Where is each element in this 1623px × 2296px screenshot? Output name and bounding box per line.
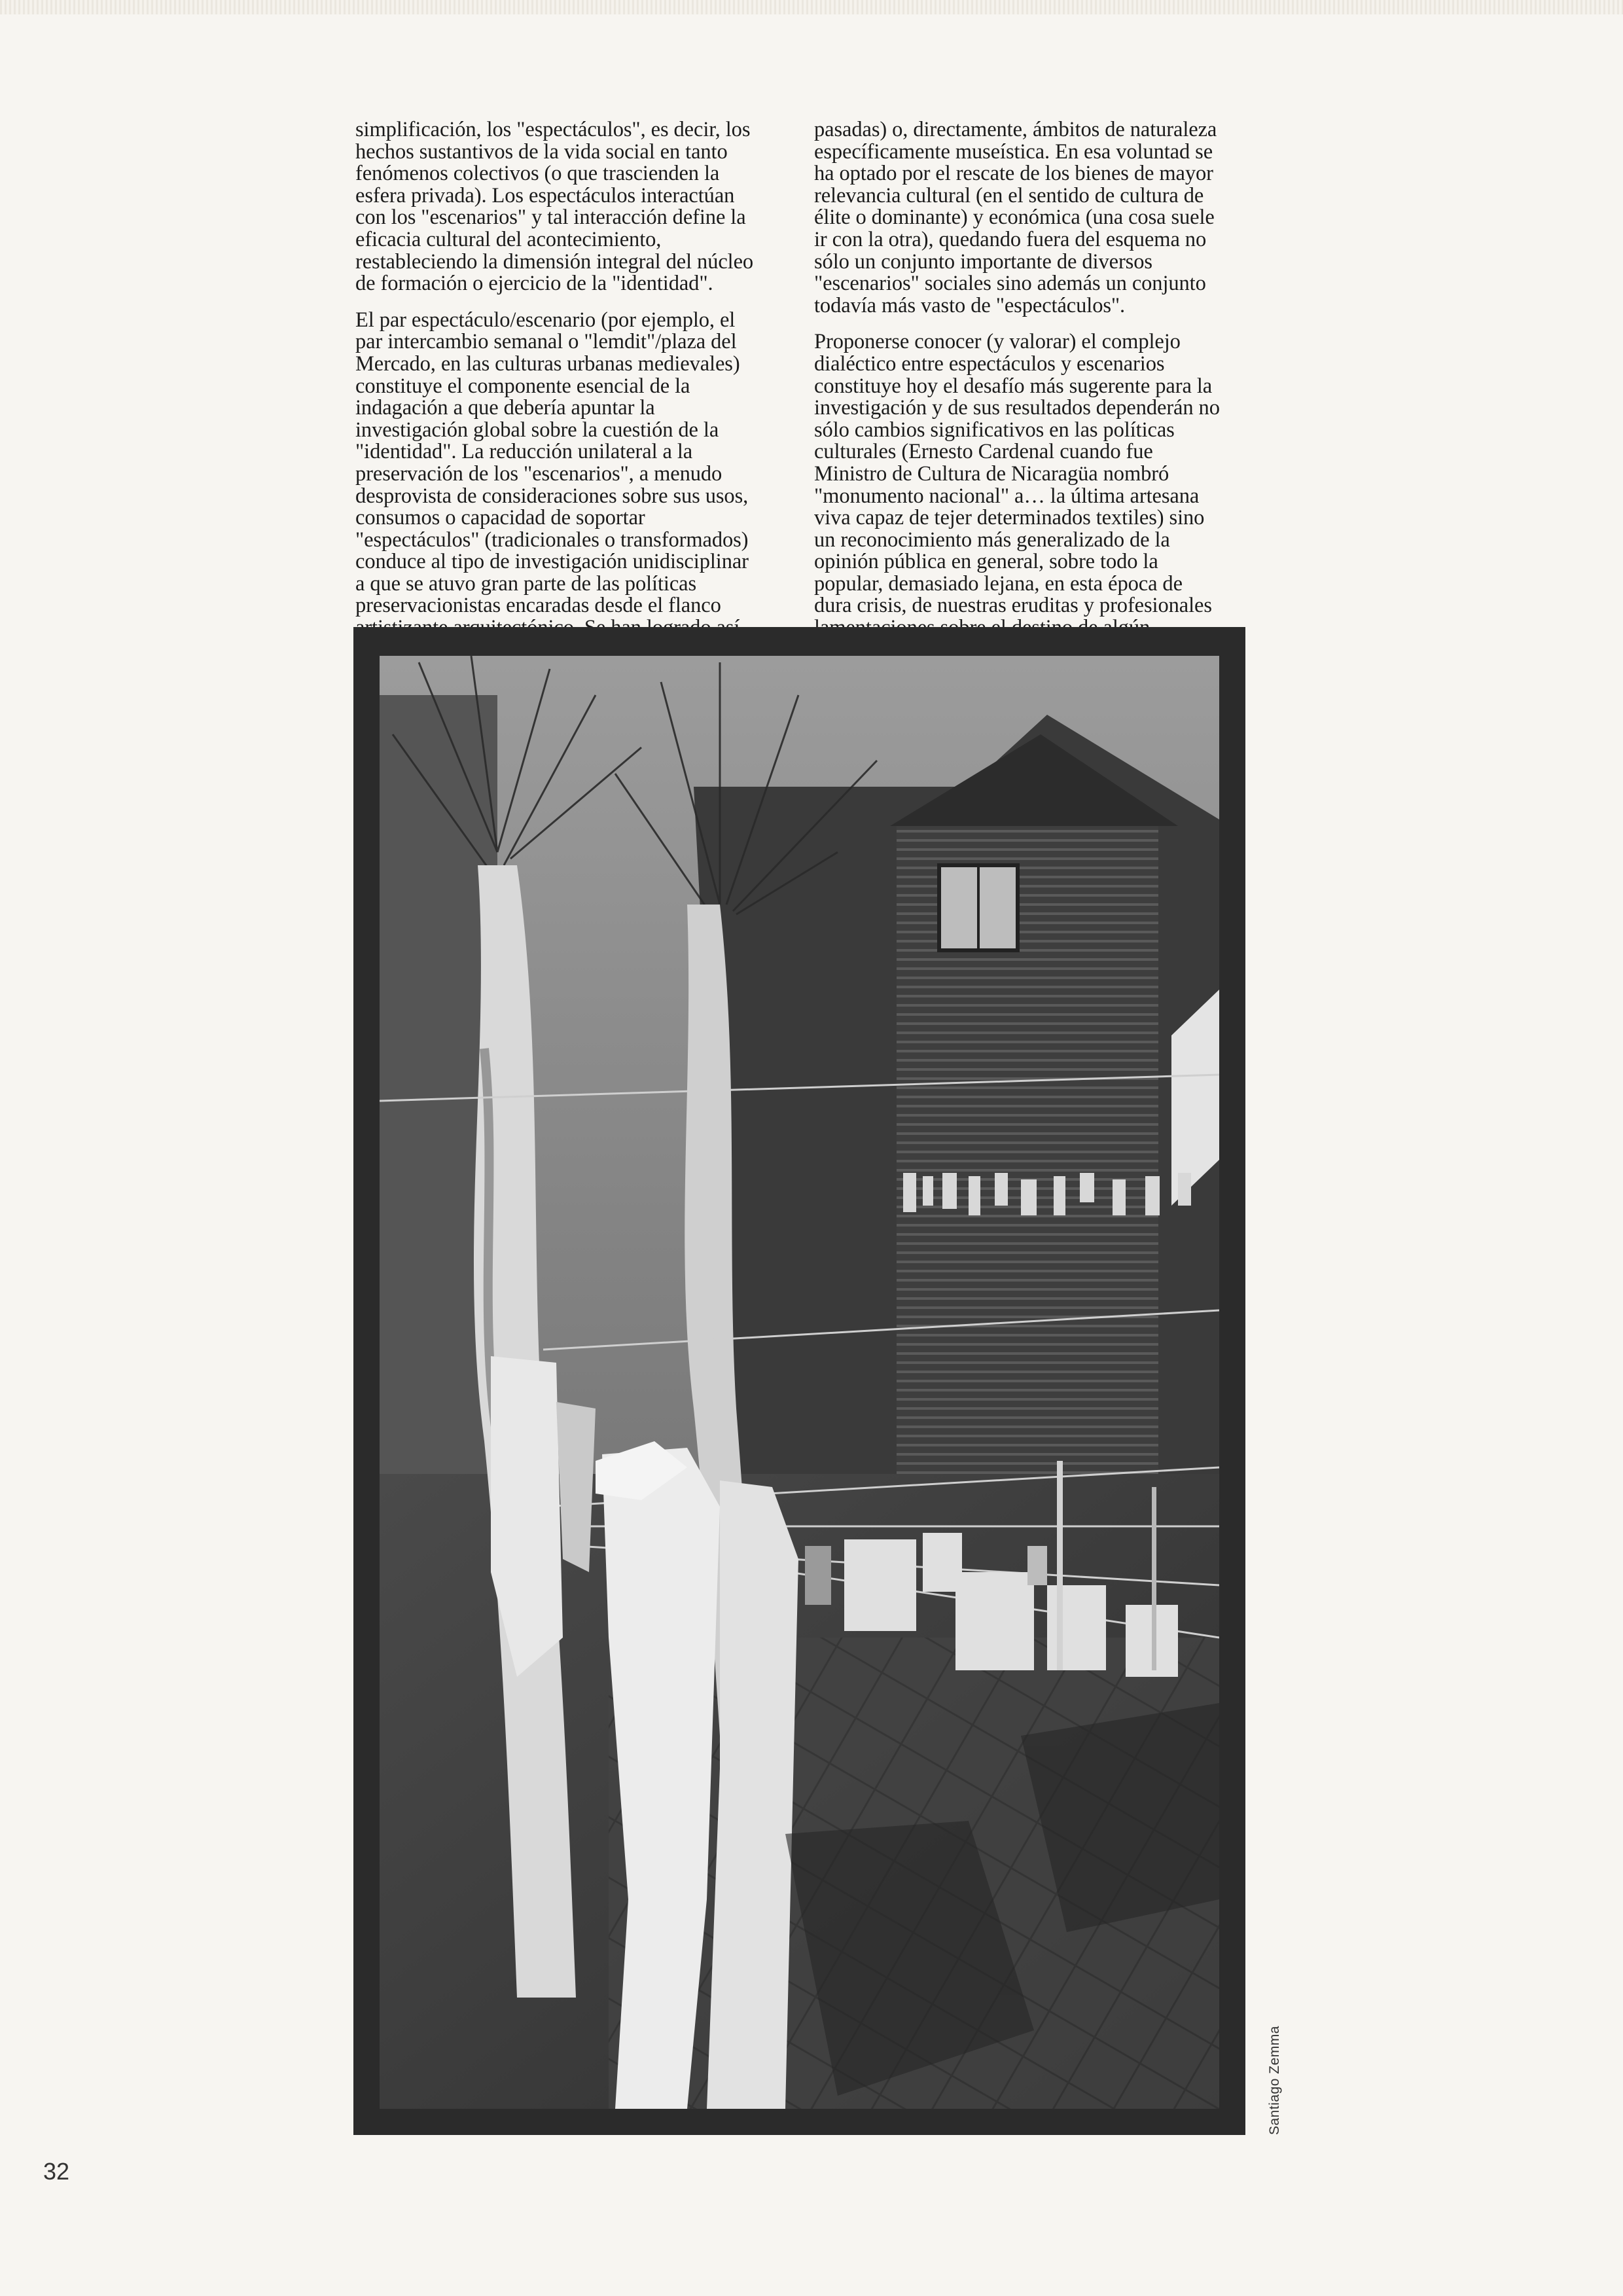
scan-top-edge	[0, 0, 1623, 14]
paragraph: simplificación, los "espectáculos", es decir, los hechos sustantivos de la vida social en tanto fenómenos colectivos (o que trascienden la esfera privada). Los espectáculos interactúan con los "escenarios" y tal interacción define la eficacia cultural del acontecimiento, restableciendo la dimensión integral del núcleo de formación o ejercicio de la "identidad".	[355, 118, 754, 296]
paragraph: Proponerse conocer (y valorar) el complejo dialéctico entre espectáculos y escenarios constituye hoy el desafío más sugerente para la investigación y de sus resultados dependerán no sólo cambios significativos en las políticas culturales (Ernesto Cardenal cuando fue Ministro de Cultura de Nicaragüa nombró "monumento nacional" a… la última artesana viva capaz de tejer determinados textiles) sino un reconocimiento más generalizado de la opinión pública en general, sobre todo la popular, demasiado lejana, en esta época de dura crisis, de nuestras eruditas y profesionales	[814, 330, 1220, 618]
page-number: 32	[43, 2158, 70, 2185]
photograph-frame	[353, 627, 1245, 2135]
paragraph: pasadas) o, directamente, ámbitos de naturaleza específicamente museística. En esa voluntad se ha optado por el rescate de los bienes de mayor relevancia cultural (en el sentido de cultura de élite o dominante) y económica (una cosa suele ir con la otra), quedando fuera del esquema no sólo un conjunto importante de diversos "escenarios" sociales sino además un conjunto todavía más vasto de "espectáculos".	[814, 118, 1217, 317]
photograph-courtyard-laundry	[380, 656, 1219, 2109]
photo-credit: Santiago Zemma	[1267, 2026, 1282, 2135]
paragraph: El par espectáculo/escenario (por ejemplo, el par intercambio semanal o "lemdit"/plaza del Mercado, en las culturas urbanas medievales) constituye el componente esencial de la indagación a que debería apuntar la investigación global sobre la cuestión de la "identidad". La reducción unilateral a la preservación de los "escenarios", a menudo desprovista de consideraciones sobre sus usos, consumos o capacidad de soportar "espectáculos" (tradicionales o transformados) conduce al tipo de investigación unidisciplinar a que se atuvo gran parte de las políticas preservacionistas encaradas desde el flanco	[355, 308, 749, 618]
